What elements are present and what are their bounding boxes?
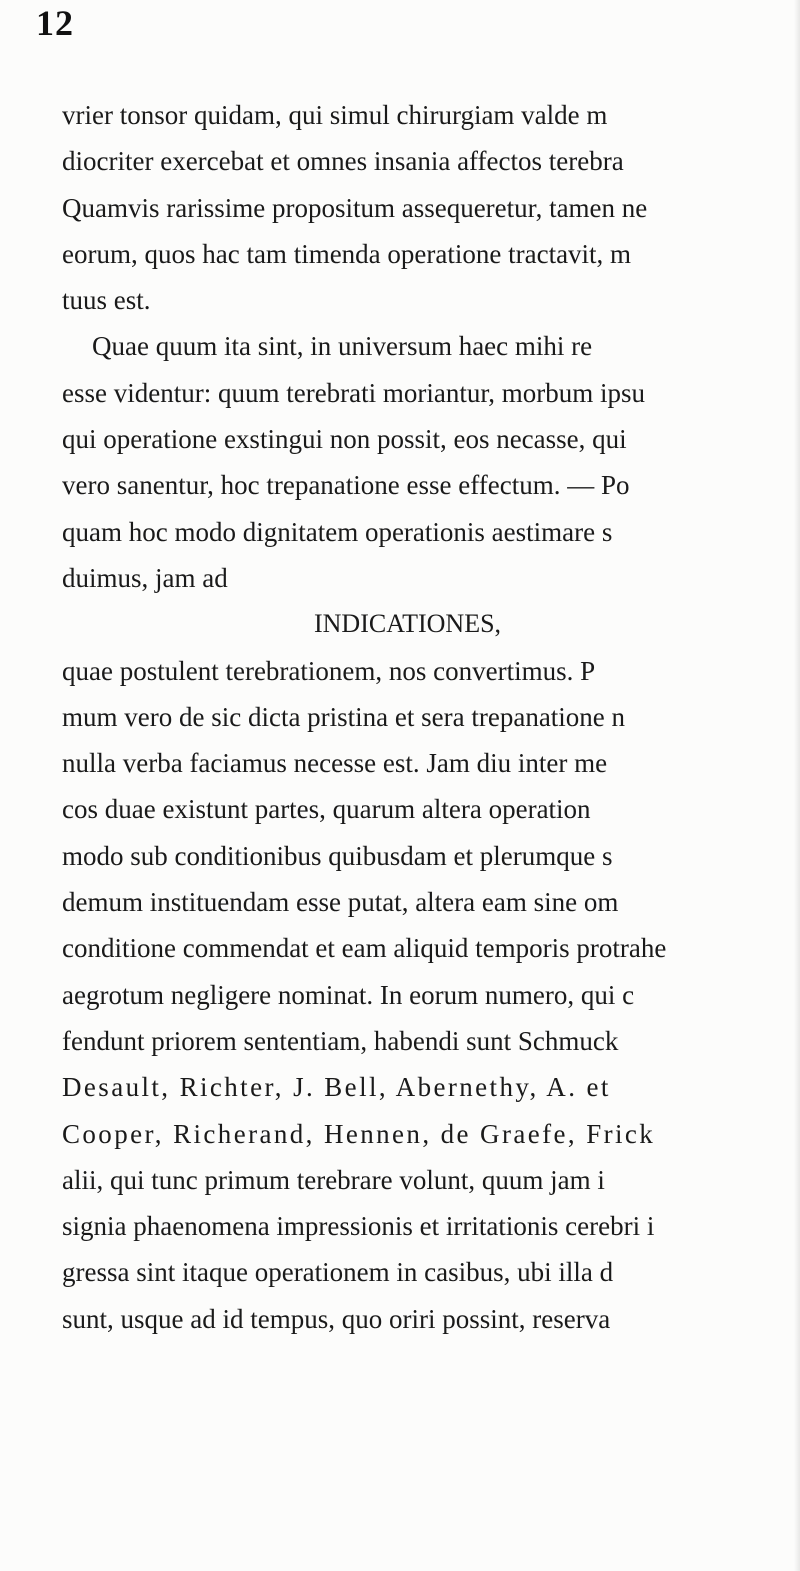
- text-line: aegrotum negligere nominat. In eorum numero, qui c: [62, 979, 635, 1010]
- text-line: Quae quum ita sint, in universum haec mihi re: [92, 331, 593, 362]
- text-line: nulla verba faciamus necesse est. Jam diu inter me: [62, 748, 608, 779]
- text-line: modo sub conditionibus quibusdam et plerumque s: [62, 840, 613, 871]
- text-line: Desault, Richter, J. Bell, Abernethy, A. et: [62, 1072, 611, 1103]
- text-line: quae postulent terebrationem, nos convertimus. P: [62, 655, 596, 686]
- text-line: duimus, jam ad: [62, 562, 228, 593]
- text-line: conditione commendat et eam aliquid temporis protrahe: [62, 933, 667, 964]
- text-line: quam hoc modo dignitatem operationis aestimare s: [62, 516, 613, 547]
- text-line: cos duae existunt partes, quarum altera operation: [62, 794, 591, 825]
- page-number: 12: [36, 3, 74, 43]
- text-line: mum vero de sic dicta pristina et sera trepanatione n: [62, 701, 626, 732]
- text-line: diocriter exercebat et omnes insania affectos terebra: [62, 146, 624, 177]
- text-line: gressa sint itaque operationem in casibus, ubi illa d: [62, 1257, 614, 1288]
- text-line: qui operatione exstingui non possit, eos necasse, qui: [62, 424, 627, 455]
- text-line: signia phaenomena impressionis et irritationis cerebri i: [62, 1211, 655, 1242]
- text-line: vero sanentur, hoc trepanatione esse effectum. — Po: [62, 470, 630, 501]
- text-line: tuus est.: [62, 285, 151, 316]
- text-line: Cooper, Richerand, Hennen, de Graefe, Frick: [62, 1118, 656, 1149]
- text-line: esse videntur: quum terebrati moriantur, morbum ipsu: [62, 377, 646, 408]
- text-line: Quamvis rarissime propositum assequeretur, tamen ne: [62, 192, 648, 223]
- text-line: fendunt priorem sententiam, habendi sunt Schmuck: [62, 1025, 619, 1056]
- text-line: alii, qui tunc primum terebrare volunt, quum jam i: [62, 1164, 605, 1195]
- body-text: [62, 92, 800, 1342]
- text-line: vrier tonsor quidam, qui simul chirurgiam valde m: [62, 100, 608, 130]
- section-heading: INDICATIONES,: [314, 609, 502, 639]
- page-edge-shadow: [794, 0, 800, 1571]
- text-line: sunt, usque ad id tempus, quo oriri possint, reserva: [62, 1303, 611, 1334]
- text-line: eorum, quos hac tam timenda operatione tractavit, m: [62, 238, 632, 269]
- text-line: demum instituendam esse putat, altera eam sine om: [62, 887, 619, 918]
